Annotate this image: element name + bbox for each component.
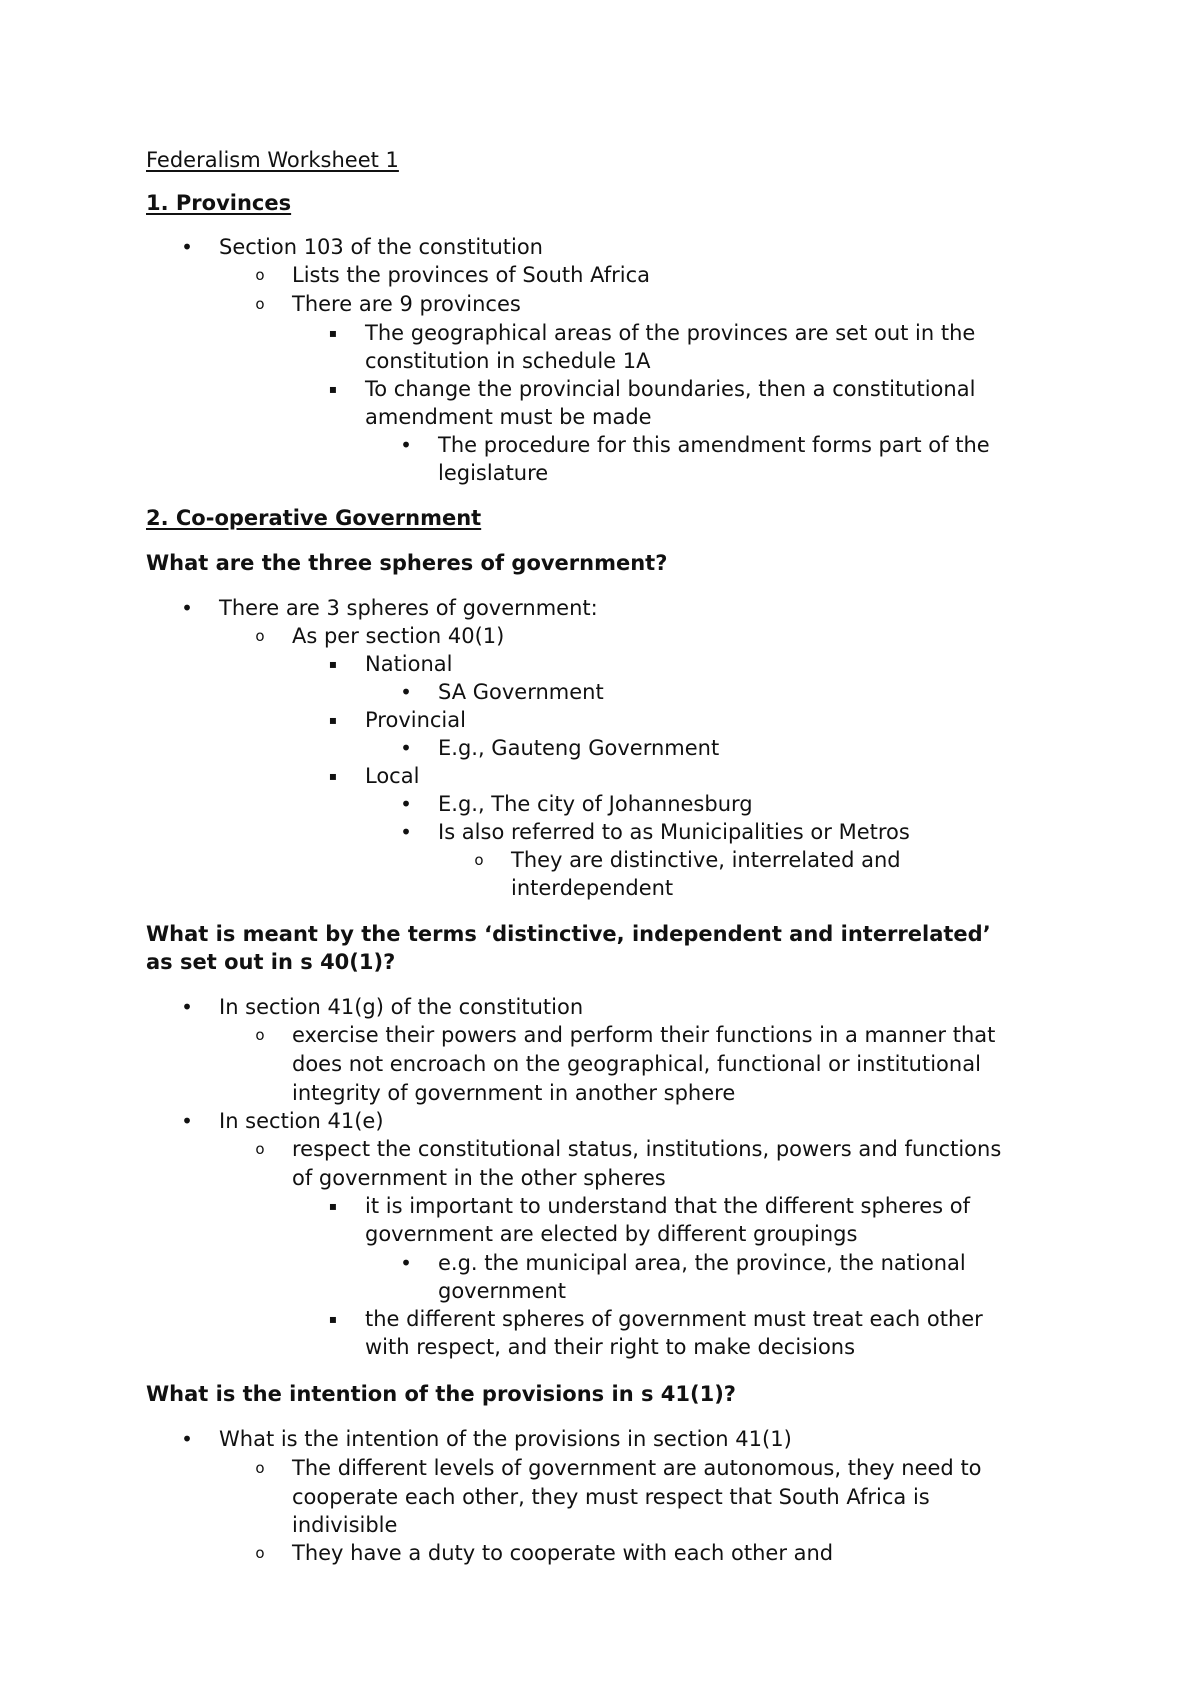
- list-item: E.g., Gauteng Government: [438, 736, 720, 760]
- bullet-dot: •: [181, 596, 193, 620]
- list-item: As per section 40(1): [292, 624, 505, 648]
- list-item: SA Government: [438, 680, 604, 704]
- bullet-dot: •: [400, 433, 412, 457]
- list-item: There are 9 provinces: [292, 292, 521, 316]
- bullet-dot: •: [400, 820, 412, 844]
- bullet-circle: o: [255, 266, 265, 284]
- list-item: it is important to understand that the different spheres of: [365, 1194, 971, 1218]
- list-item: National: [365, 652, 453, 676]
- list-item: exercise their powers and perform their functions in a manner that: [292, 1023, 996, 1047]
- question-terms: What is meant by the terms ‘distinctive, independent and interrelated’: [146, 922, 991, 946]
- list-item-continuation: of government in the other spheres: [292, 1166, 666, 1190]
- list-item: Section 103 of the constitution: [219, 235, 543, 259]
- bullet-square: ▪: [328, 713, 338, 727]
- list-item: E.g., The city of Johannesburg: [438, 792, 753, 816]
- list-item: They are distinctive, interrelated and: [511, 848, 901, 872]
- provinces-heading: 1. Provinces: [146, 191, 292, 215]
- bullet-dot: •: [181, 235, 193, 259]
- bullet-circle: o: [255, 1544, 265, 1562]
- bullet-square: ▪: [328, 657, 338, 671]
- bullet-square: ▪: [328, 382, 338, 396]
- document-title: Federalism Worksheet 1: [146, 148, 399, 172]
- list-item: The geographical areas of the provinces are set out in the: [365, 321, 976, 345]
- bullet-square: ▪: [328, 326, 338, 340]
- list-item: Provincial: [365, 708, 466, 732]
- bullet-dot: •: [400, 736, 412, 760]
- bullet-dot: •: [181, 995, 193, 1019]
- list-item-continuation: government are elected by different groupings: [365, 1222, 858, 1246]
- list-item: In section 41(e): [219, 1109, 384, 1133]
- bullet-circle: o: [255, 627, 265, 645]
- bullet-circle: o: [255, 295, 265, 313]
- bullet-circle: o: [255, 1026, 265, 1044]
- list-item: respect the constitutional status, institutions, powers and functions: [292, 1137, 1002, 1161]
- list-item: Lists the provinces of South Africa: [292, 263, 650, 287]
- list-item-continuation: indivisible: [292, 1513, 398, 1537]
- bullet-square: ▪: [328, 769, 338, 783]
- bullet-dot: •: [400, 792, 412, 816]
- list-item-continuation: with respect, and their right to make decisions: [365, 1335, 856, 1359]
- list-item-continuation: amendment must be made: [365, 405, 652, 429]
- bullet-circle: o: [474, 851, 484, 869]
- question-intention: What is the intention of the provisions in s 41(1)?: [146, 1382, 736, 1406]
- bullet-square: ▪: [328, 1199, 338, 1213]
- list-item: Is also referred to as Municipalities or Metros: [438, 820, 910, 844]
- bullet-dot: •: [181, 1427, 193, 1451]
- list-item-continuation: constitution in schedule 1A: [365, 349, 651, 373]
- list-item-continuation: interdependent: [511, 876, 674, 900]
- list-item-continuation: cooperate each other, they must respect that South Africa is: [292, 1485, 930, 1509]
- bullet-dot: •: [181, 1109, 193, 1133]
- list-item: There are 3 spheres of government:: [219, 596, 598, 620]
- question-terms-continuation: as set out in s 40(1)?: [146, 950, 396, 974]
- coop-heading: 2. Co-operative Government: [146, 506, 482, 530]
- bullet-square: ▪: [328, 1312, 338, 1326]
- list-item: the different spheres of government must treat each other: [365, 1307, 983, 1331]
- bullet-dot: •: [400, 1251, 412, 1275]
- list-item-continuation: legislature: [438, 461, 549, 485]
- list-item: What is the intention of the provisions in section 41(1): [219, 1427, 792, 1451]
- bullet-dot: •: [400, 680, 412, 704]
- list-item-continuation: government: [438, 1279, 567, 1303]
- question-spheres: What are the three spheres of government?: [146, 551, 668, 575]
- list-item: They have a duty to cooperate with each other and: [292, 1541, 834, 1565]
- list-item: In section 41(g) of the constitution: [219, 995, 584, 1019]
- list-item: Local: [365, 764, 420, 788]
- list-item-continuation: integrity of government in another sphere: [292, 1081, 736, 1105]
- list-item: The different levels of government are autonomous, they need to: [292, 1456, 982, 1480]
- list-item: To change the provincial boundaries, then a constitutional: [365, 377, 976, 401]
- bullet-circle: o: [255, 1140, 265, 1158]
- list-item-continuation: does not encroach on the geographical, functional or institutional: [292, 1052, 981, 1076]
- bullet-circle: o: [255, 1459, 265, 1477]
- list-item: e.g. the municipal area, the province, the national: [438, 1251, 966, 1275]
- list-item: The procedure for this amendment forms part of the: [438, 433, 990, 457]
